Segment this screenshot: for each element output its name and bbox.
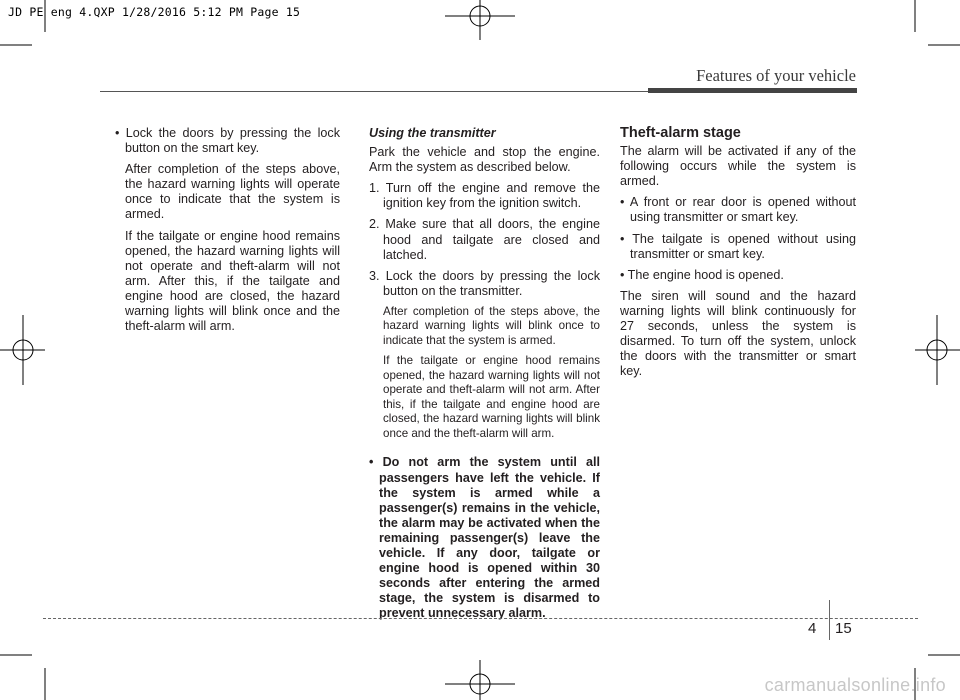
- registration-mark: [915, 315, 960, 385]
- watermark: carmanualsonline.info: [764, 675, 946, 695]
- theft-alarm-intro: The alarm will be activated if any of the following occurs while the system is armed.: [620, 144, 856, 189]
- armed-paragraph: After completion of the steps above, the hazard warning lights will operate once to indicate that the system is armed.: [125, 162, 340, 222]
- step-3-note-2: If the tailgate or engine hood remains opened, the hazard warning lights will not operate and theft-alarm will not arm. After this, if the tailgate and engine hood are closed, the hazard warning lights will blink once and the theft-alarm will arm.: [383, 354, 600, 440]
- page-number: 15: [835, 620, 852, 637]
- step-2: 2. Make sure that all doors, the engine hood and tailgate are closed and latched.: [369, 217, 600, 262]
- registration-mark: [445, 0, 515, 40]
- column-1: [115, 126, 340, 334]
- footer-rule: [43, 618, 918, 619]
- tailgate-paragraph: If the tailgate or engine hood remains opened, the hazard warning lights will not operate and theft-alarm will not arm. After this, if the tailgate and engine hood are closed, the hazard warning lights will blink once and the theft-alarm will arm.: [125, 228, 340, 334]
- list-item: • The engine hood is opened.: [620, 267, 784, 282]
- warning-bullet: • Do not arm the system until all passengers have left the vehicle. If the system is armed while a passenger(s) remains in the vehicle, the alarm may be activated when the remaining passenger(s) leave the vehicle. If any door, tailgate or engine hood is opened within 30 seconds after entering the armed stage, the system is disarmed to prevent unnecessary alarm.: [369, 455, 600, 621]
- section-title: Features of your vehicle: [696, 66, 856, 85]
- transmitter-heading: Using the transmitter: [369, 126, 496, 140]
- lock-bullet: • Lock the doors by pressing the lock button on the smart key.: [115, 126, 340, 156]
- registration-mark: [445, 660, 515, 700]
- header-rule-accent: [648, 88, 857, 93]
- column-3: [620, 126, 856, 379]
- column-2: [369, 126, 600, 621]
- theft-alarm-heading: Theft-alarm stage: [620, 125, 741, 141]
- footer-separator: [829, 600, 830, 640]
- header-rule: [100, 91, 648, 92]
- step-3-note-1: After completion of the steps above, the hazard warning lights will blink once to indicate that the system is armed.: [383, 304, 600, 347]
- step-1: 1. Turn off the engine and remove the ignition key from the ignition switch.: [369, 181, 600, 211]
- siren-paragraph: The siren will sound and the hazard warning lights will blink continuously for 27 seconds, unless the system is disarmed. To turn off the system, unlock the doors with the transmitter or smart key.: [620, 288, 856, 379]
- print-slug: JD PE eng 4.QXP 1/28/2016 5:12 PM Page 15: [8, 5, 301, 19]
- step-3: 3. Lock the doors by pressing the lock button on the transmitter.: [369, 268, 600, 298]
- list-item: • The tailgate is opened without using transmitter or smart key.: [620, 231, 856, 261]
- chapter-number: 4: [808, 620, 817, 637]
- transmitter-intro: Park the vehicle and stop the engine. Arm the system as described below.: [369, 145, 600, 175]
- registration-mark: [0, 315, 45, 385]
- list-item: • A front or rear door is opened without using transmitter or smart key.: [620, 195, 856, 225]
